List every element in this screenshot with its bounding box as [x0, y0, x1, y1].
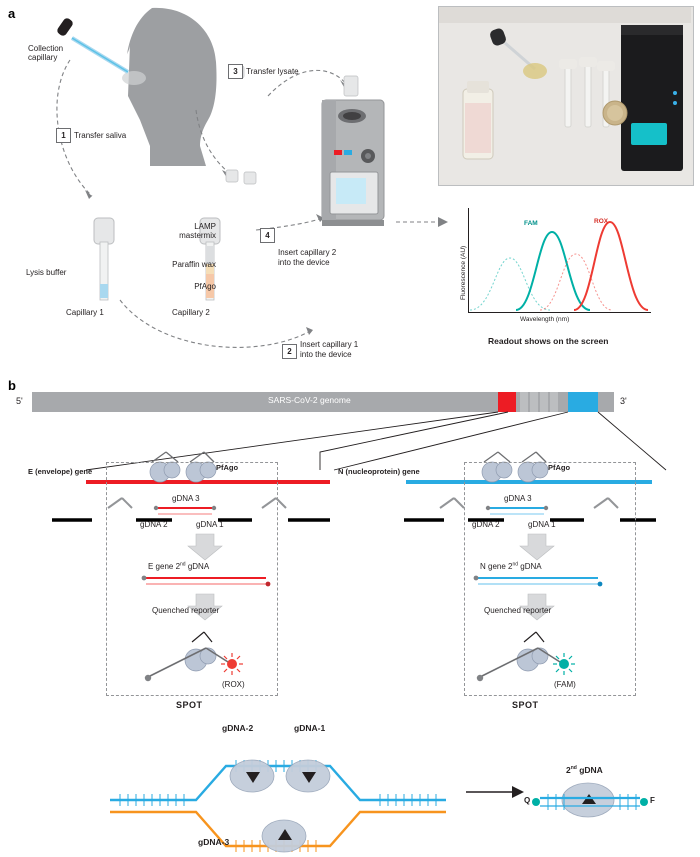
e-gdna3-label: gDNA 3 — [172, 494, 200, 503]
e-second-gdna-label: E gene 2nd gDNA — [148, 561, 210, 571]
panel-letter-a: a — [8, 6, 16, 21]
step-4-text: Insert capillary 2 into the device — [278, 248, 337, 267]
e-pfago-label: PfAgo — [216, 463, 239, 472]
n-second-gdna-label: N gene 2nd gDNA — [480, 561, 542, 571]
panel-letter-b: b — [8, 378, 16, 393]
e-gene-label: E (envelope) gene — [28, 467, 93, 476]
mech-second-gdna-label: 2nd gDNA — [566, 765, 603, 775]
capillary-2-label: Capillary 2 — [172, 308, 210, 317]
mech-gdna1-label: gDNA-1 — [294, 723, 326, 733]
ylabel-spectra: Fluorescence (AU) — [460, 245, 467, 300]
e-gdna1-label: gDNA 1 — [196, 520, 224, 529]
lysis-buffer-label: Lysis buffer — [26, 268, 67, 277]
e-fluorophore-label: (ROX) — [222, 680, 245, 689]
lamp-mastermix-label: LAMP mastermix — [179, 222, 216, 241]
genome-e-gene — [498, 392, 516, 412]
n-spot-box — [464, 462, 636, 696]
n-gene-label: N (nucleoprotein) gene — [338, 467, 420, 476]
mech-gdna2-label: gDNA-2 — [222, 723, 254, 733]
collection-capillary-label: Collection capillary — [28, 44, 64, 63]
n-quenched-reporter-label: Quenched reporter — [484, 606, 552, 615]
pfago-label: PfAgo — [194, 282, 216, 291]
legend-rox: ROX — [594, 218, 609, 225]
step-4-number: 4 — [260, 228, 275, 243]
step-1-number: 1 — [56, 128, 71, 143]
genome-label: SARS-CoV-2 genome — [268, 395, 351, 405]
mech-q-label: Q — [524, 796, 531, 805]
three-prime-label: 3' — [620, 396, 627, 406]
step-1-text: Transfer saliva — [74, 131, 127, 140]
n-pfago-label: PfAgo — [548, 463, 571, 472]
e-gdna2-label: gDNA 2 — [140, 520, 168, 529]
n-gdna1-label: gDNA 1 — [528, 520, 556, 529]
five-prime-label: 5' — [16, 396, 23, 406]
step-3-number: 3 — [228, 64, 243, 79]
step-2-text: Insert capillary 1 into the device — [300, 340, 359, 359]
n-spot-label: SPOT — [512, 700, 539, 710]
n-gdna2-label: gDNA 2 — [472, 520, 500, 529]
e-spot-box — [106, 462, 278, 696]
paraffin-wax-label: Paraffin wax — [172, 260, 216, 269]
capillary-1-label: Capillary 1 — [66, 308, 104, 317]
xlabel-spectra: Wavelength (nm) — [520, 316, 570, 323]
readout-caption: Readout shows on the screen — [488, 336, 609, 346]
e-quenched-reporter-label: Quenched reporter — [152, 606, 220, 615]
n-gdna3-label: gDNA 3 — [504, 494, 532, 503]
mech-gdna3-label: gDNA-3 — [198, 837, 230, 847]
n-fluorophore-label: (FAM) — [554, 680, 576, 689]
genome-n-gene — [568, 392, 598, 412]
e-spot-label: SPOT — [176, 700, 203, 710]
legend-fam: FAM — [524, 220, 538, 227]
mech-f-label: F — [650, 796, 655, 805]
step-3-text: Transfer lysate — [246, 67, 299, 76]
step-2-number: 2 — [282, 344, 297, 359]
